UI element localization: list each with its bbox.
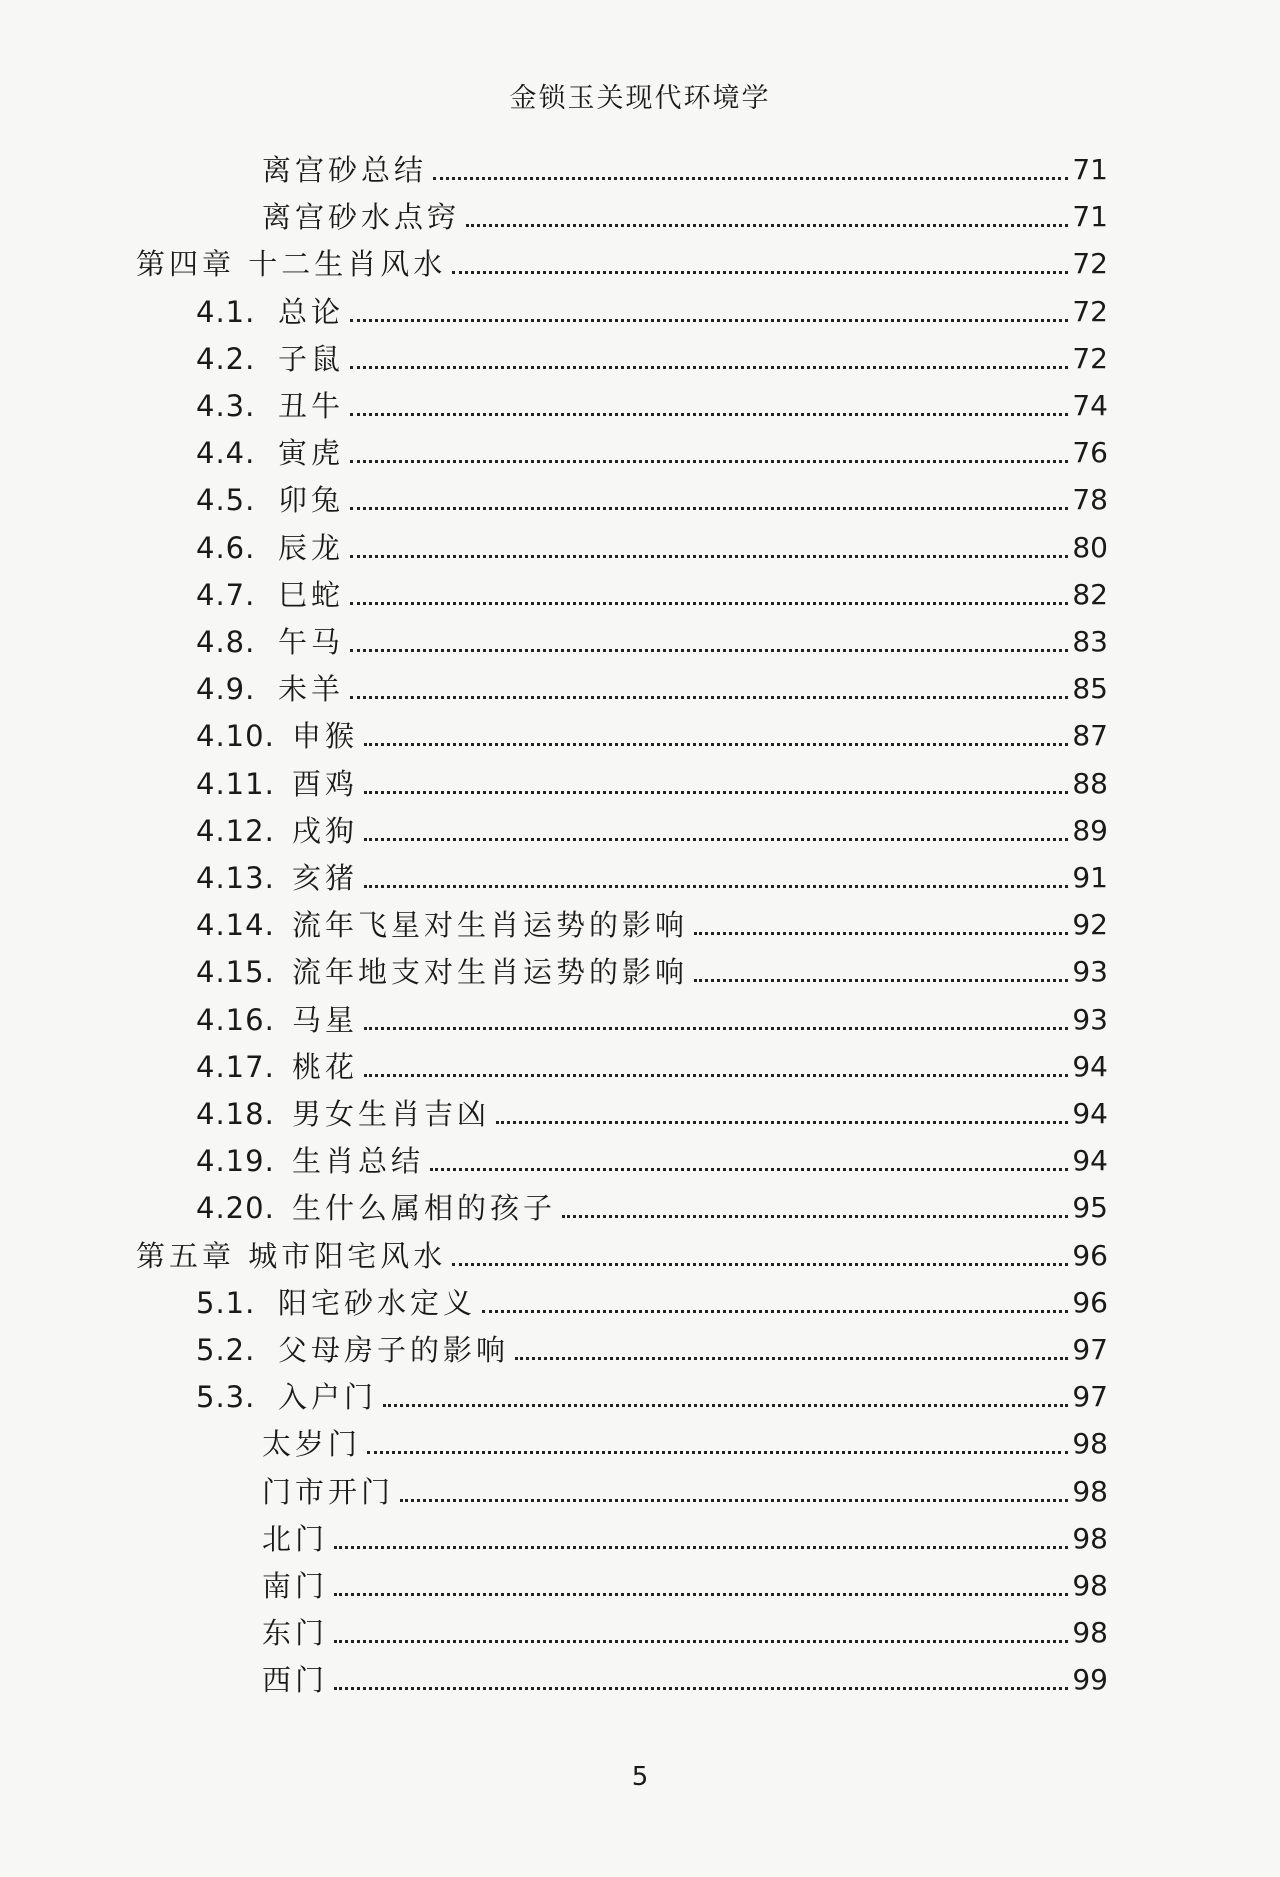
toc-entry-page: 97	[1072, 1333, 1108, 1366]
toc-entry[interactable]	[136, 234, 1108, 282]
dot-leader	[350, 602, 1068, 605]
toc-entry[interactable]	[262, 1556, 1108, 1604]
toc-entry-page: 80	[1072, 531, 1108, 564]
toc-entry-title: 马星	[292, 1003, 359, 1037]
toc-entry-title: 入户门	[278, 1380, 378, 1414]
dot-leader	[694, 932, 1068, 935]
toc-entry-page: 94	[1072, 1097, 1108, 1130]
toc-entry[interactable]	[196, 848, 1108, 896]
toc-entry-page: 71	[1072, 153, 1108, 186]
toc-entry[interactable]	[196, 470, 1108, 518]
dot-leader	[562, 1215, 1068, 1218]
dot-leader	[364, 743, 1068, 746]
dot-leader	[350, 649, 1068, 652]
toc-entry[interactable]	[196, 706, 1108, 754]
toc-entry-title: 离宫砂总结	[262, 153, 428, 187]
toc-entry[interactable]	[196, 895, 1108, 943]
page-number: 5	[631, 1762, 649, 1792]
toc-entry[interactable]	[196, 282, 1108, 330]
toc-entry-page: 98	[1072, 1522, 1108, 1555]
toc-entry-number: 5.1.	[196, 1286, 256, 1320]
toc-entry-title: 巳蛇	[278, 578, 345, 612]
toc-entry-page: 95	[1072, 1191, 1108, 1224]
toc-entry[interactable]	[196, 659, 1108, 707]
toc-entry-page: 99	[1072, 1663, 1108, 1696]
toc-entry-number: 4.7.	[196, 578, 256, 612]
toc-entry-title: 流年地支对生肖运势的影响	[292, 955, 689, 989]
toc-entry-title: 卯兔	[278, 483, 345, 517]
toc-entry[interactable]	[196, 423, 1108, 471]
dot-leader	[430, 1168, 1068, 1171]
toc-entry-page: 91	[1072, 861, 1108, 894]
toc-entry-number: 4.13.	[196, 861, 275, 895]
dot-leader	[334, 1546, 1068, 1549]
toc-entry-title: 酉鸡	[292, 767, 359, 801]
dot-leader	[350, 319, 1068, 322]
toc-entry-title: 午马	[278, 625, 345, 659]
toc-entry-number: 4.17.	[196, 1050, 275, 1084]
toc-entry[interactable]	[196, 754, 1108, 802]
toc-entry-number: 4.3.	[196, 389, 256, 423]
toc-entry-title: 桃花	[292, 1050, 359, 1084]
toc-entry-page: 98	[1072, 1569, 1108, 1602]
toc-entry[interactable]	[196, 329, 1108, 377]
toc-entry-page: 93	[1072, 1003, 1108, 1036]
toc-entry[interactable]	[196, 612, 1108, 660]
toc-entry-number: 4.4.	[196, 436, 256, 470]
toc-entry-page: 85	[1072, 672, 1108, 705]
toc-entry-number: 4.6.	[196, 531, 256, 565]
toc-entry-title: 丑牛	[278, 389, 345, 423]
toc-entry[interactable]	[196, 1084, 1108, 1132]
toc-entry-page: 98	[1072, 1475, 1108, 1508]
toc-entry[interactable]	[262, 187, 1108, 235]
toc-entry-page: 92	[1072, 908, 1108, 941]
toc-entry-title: 东门	[262, 1616, 329, 1650]
toc-entry-page: 96	[1072, 1239, 1108, 1272]
toc-entry-number: 5.2.	[196, 1333, 256, 1367]
dot-leader	[433, 177, 1068, 180]
toc-entry-number: 4.2.	[196, 342, 256, 376]
toc-entry-page: 72	[1072, 342, 1108, 375]
toc-entry-title: 总论	[278, 295, 345, 329]
toc-entry[interactable]	[262, 1509, 1108, 1557]
dot-leader	[496, 1121, 1068, 1124]
toc-entry-page: 74	[1072, 389, 1108, 422]
toc-entry-title: 南门	[262, 1569, 329, 1603]
toc-entry-page: 98	[1072, 1616, 1108, 1649]
toc-entry[interactable]	[196, 1273, 1108, 1321]
toc-entry-page: 87	[1072, 719, 1108, 752]
toc-entry-number: 4.15.	[196, 955, 275, 989]
toc-entry-number: 4.10.	[196, 719, 275, 753]
toc-entry[interactable]	[136, 1226, 1108, 1274]
dot-leader	[334, 1593, 1068, 1596]
toc-entry[interactable]	[196, 1131, 1108, 1179]
dot-leader	[364, 885, 1068, 888]
toc-entry[interactable]	[196, 942, 1108, 990]
toc-entry-title: 生什么属相的孩子	[292, 1191, 557, 1225]
toc-entry-title: 北门	[262, 1522, 329, 1556]
toc-entry[interactable]	[196, 1037, 1108, 1085]
toc-entry-page: 71	[1072, 200, 1108, 233]
toc-entry[interactable]	[262, 1462, 1108, 1510]
toc-entry-title: 戌狗	[292, 814, 359, 848]
page-header-title: 金锁玉关现代环境学	[509, 83, 771, 114]
dot-leader	[334, 1687, 1068, 1690]
toc-entry-number: 4.19.	[196, 1144, 275, 1178]
toc-entry-title: 太岁门	[262, 1427, 362, 1461]
toc-entry[interactable]	[196, 990, 1108, 1038]
toc-entry[interactable]	[262, 140, 1108, 188]
toc-entry[interactable]	[262, 1603, 1108, 1651]
toc-entry-page: 89	[1072, 814, 1108, 847]
toc-entry-title: 生肖总结	[292, 1144, 425, 1178]
toc-entry-title: 寅虎	[278, 436, 345, 470]
dot-leader	[364, 838, 1068, 841]
toc-entry-page: 76	[1072, 436, 1108, 469]
dot-leader	[364, 1027, 1068, 1030]
dot-leader	[350, 413, 1068, 416]
dot-leader	[364, 1074, 1068, 1077]
dot-leader	[383, 1404, 1068, 1407]
toc-entry-page: 82	[1072, 578, 1108, 611]
dot-leader	[466, 224, 1068, 227]
toc-entry-title: 辰龙	[278, 531, 345, 565]
dot-leader	[452, 1263, 1068, 1266]
dot-leader	[350, 460, 1068, 463]
toc-entry-page: 78	[1072, 483, 1108, 516]
toc-entry-number: 4.11.	[196, 767, 275, 801]
toc-entry[interactable]	[196, 518, 1108, 566]
toc-entry-number: 4.14.	[196, 908, 275, 942]
toc-entry-title: 申猴	[292, 719, 359, 753]
dot-leader	[515, 1357, 1068, 1360]
toc-entry-page: 94	[1072, 1050, 1108, 1083]
toc-entry-title: 阳宅砂水定义	[278, 1286, 477, 1320]
toc-entry-page: 97	[1072, 1380, 1108, 1413]
dot-leader	[452, 271, 1068, 274]
toc-entry-title: 男女生肖吉凶	[292, 1097, 491, 1131]
toc-entry-page: 88	[1072, 767, 1108, 800]
toc-entry[interactable]	[196, 565, 1108, 613]
toc-entry-number: 4.1.	[196, 295, 256, 329]
toc-entry-number: 4.8.	[196, 625, 256, 659]
toc-entry[interactable]	[262, 1414, 1108, 1462]
toc-entry-page: 83	[1072, 625, 1108, 658]
toc-entry-title: 离宫砂水点窍	[262, 200, 461, 234]
toc-entry-title: 流年飞星对生肖运势的影响	[292, 908, 689, 942]
toc-entry-page: 93	[1072, 955, 1108, 988]
dot-leader	[694, 979, 1068, 982]
toc-entry-number: 5.3.	[196, 1380, 256, 1414]
dot-leader	[350, 696, 1068, 699]
toc-entry-page: 72	[1072, 295, 1108, 328]
toc-entry-page: 96	[1072, 1286, 1108, 1319]
toc-entry-page: 94	[1072, 1144, 1108, 1177]
toc-entry-number: 4.18.	[196, 1097, 275, 1131]
toc-entry-title: 子鼠	[278, 342, 345, 376]
toc-entry-title: 未羊	[278, 672, 345, 706]
toc-entry-number: 4.16.	[196, 1003, 275, 1037]
dot-leader	[482, 1310, 1068, 1313]
toc-entry-number: 4.9.	[196, 672, 256, 706]
dot-leader	[350, 366, 1068, 369]
toc-entry-title: 第四章 十二生肖风水	[136, 247, 447, 281]
toc-entry-title: 父母房子的影响	[278, 1333, 510, 1367]
dot-leader	[367, 1451, 1068, 1454]
toc-entry-title: 西门	[262, 1663, 329, 1697]
toc-entry[interactable]	[262, 1650, 1108, 1698]
toc-entry-page: 72	[1072, 247, 1108, 280]
dot-leader	[364, 791, 1068, 794]
toc-entry-title: 第五章 城市阳宅风水	[136, 1239, 447, 1273]
toc-entry-number: 4.12.	[196, 814, 275, 848]
toc-entry-title: 亥猪	[292, 861, 359, 895]
toc-entry-title: 门市开门	[262, 1475, 395, 1509]
toc-entry[interactable]	[196, 1320, 1108, 1368]
toc-entry-number: 4.5.	[196, 483, 256, 517]
toc-entry[interactable]	[196, 801, 1108, 849]
toc-entry-page: 98	[1072, 1427, 1108, 1460]
toc-entry[interactable]	[196, 1178, 1108, 1226]
dot-leader	[350, 555, 1068, 558]
toc-entry[interactable]	[196, 376, 1108, 424]
dot-leader	[400, 1499, 1068, 1502]
toc-entry-number: 4.20.	[196, 1191, 275, 1225]
dot-leader	[334, 1640, 1068, 1643]
dot-leader	[350, 507, 1068, 510]
toc-entry[interactable]	[196, 1367, 1108, 1415]
